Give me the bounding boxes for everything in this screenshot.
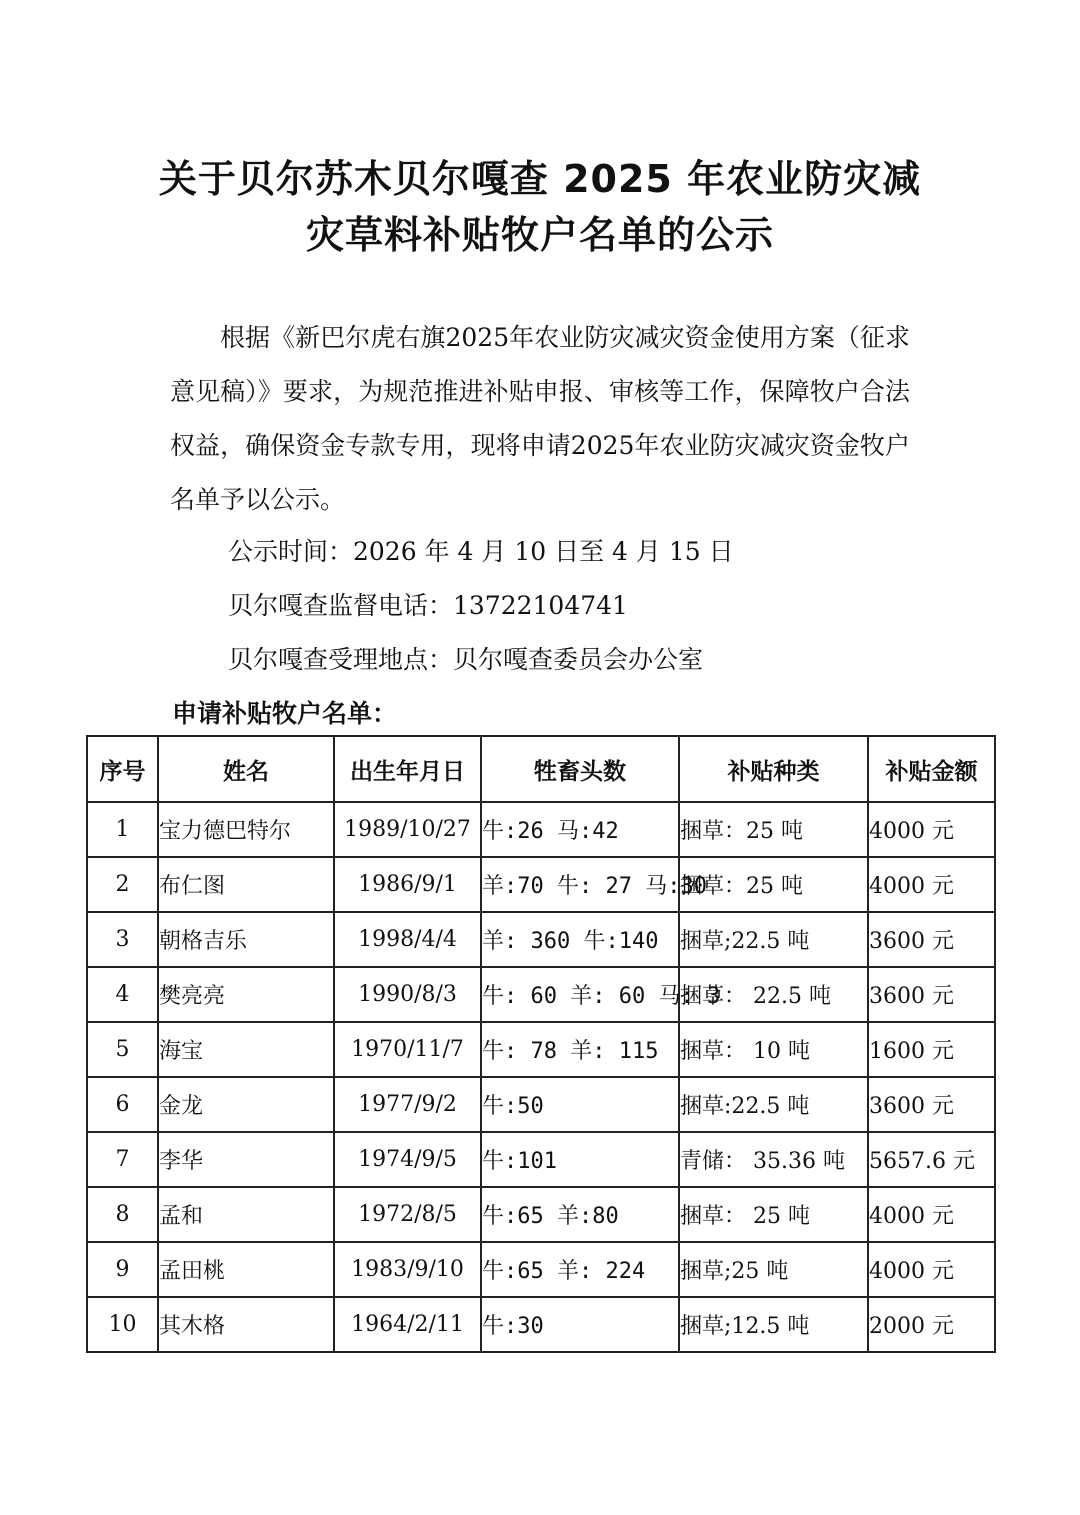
cell-livestock: 牛: 60 羊: 60 马: 3 xyxy=(481,967,679,1022)
cell-name: 布仁图 xyxy=(158,857,334,912)
cell-livestock: 牛: 78 羊: 115 xyxy=(481,1022,679,1077)
cell-index: 4 xyxy=(87,967,158,1022)
cell-livestock: 羊: 360 牛:140 xyxy=(481,912,679,967)
cell-subsidy-type: 捆草;22.5 吨 xyxy=(679,912,868,967)
cell-birth-date: 1977/9/2 xyxy=(334,1077,481,1132)
table-row xyxy=(87,1132,995,1187)
acceptance-location: 贝尔嘎查受理地点：贝尔嘎查委员会办公室 xyxy=(228,645,704,674)
subsidy-roster-table xyxy=(86,735,996,1353)
cell-subsidy-amount: 4000 元 xyxy=(868,1187,995,1242)
cell-subsidy-amount: 3600 元 xyxy=(868,1077,995,1132)
cell-birth-date: 1990/8/3 xyxy=(334,967,481,1022)
cell-subsidy-type: 青储： 35.36 吨 xyxy=(679,1132,868,1187)
cell-livestock: 牛:101 xyxy=(481,1132,679,1187)
cell-index: 10 xyxy=(87,1297,158,1352)
table-row xyxy=(87,1077,995,1132)
document-title-line-1: 关于贝尔苏木贝尔嘎查 2025 年农业防灾减 xyxy=(158,157,922,201)
cell-subsidy-amount: 4000 元 xyxy=(868,857,995,912)
cell-birth-date: 1964/2/11 xyxy=(334,1297,481,1352)
intro-paragraph: 根据《新巴尔虎右旗2025年农业防灾减灾资金使用方案（征求意见稿）》要求，为规范推进补贴申报、审核等工作，保障牧户合法权益，确保资金专款专用，现将申请2025年农业防灾减灾资金牧户名单予以公示。 xyxy=(170,323,910,514)
cell-livestock: 牛:65 羊: 224 xyxy=(481,1242,679,1297)
cell-name: 金龙 xyxy=(158,1077,334,1132)
cell-name: 其木格 xyxy=(158,1297,334,1352)
cell-subsidy-type: 捆草：25 吨 xyxy=(679,857,868,912)
cell-subsidy-amount: 2000 元 xyxy=(868,1297,995,1352)
cell-birth-date: 1972/8/5 xyxy=(334,1187,481,1242)
cell-birth-date: 1983/9/10 xyxy=(334,1242,481,1297)
cell-name: 海宝 xyxy=(158,1022,334,1077)
cell-name: 朝格吉乐 xyxy=(158,912,334,967)
list-heading: 申请补贴牧户名单： xyxy=(172,699,398,728)
cell-subsidy-amount: 4000 元 xyxy=(868,802,995,857)
cell-subsidy-amount: 3600 元 xyxy=(868,912,995,967)
table-row xyxy=(87,857,995,912)
cell-name: 李华 xyxy=(158,1132,334,1187)
cell-subsidy-type: 捆草： 10 吨 xyxy=(679,1022,868,1077)
cell-birth-date: 1970/11/7 xyxy=(334,1022,481,1077)
table-header-row xyxy=(87,736,995,802)
intro-section xyxy=(170,311,910,527)
supervision-phone: 贝尔嘎查监督电话：13722104741 xyxy=(228,591,628,620)
cell-birth-date: 1998/4/4 xyxy=(334,912,481,967)
table-row xyxy=(87,1242,995,1297)
cell-birth-date: 1986/9/1 xyxy=(334,857,481,912)
cell-index: 3 xyxy=(87,912,158,967)
cell-birth-date: 1974/9/5 xyxy=(334,1132,481,1187)
cell-subsidy-type: 捆草：25 吨 xyxy=(679,802,868,857)
cell-index: 2 xyxy=(87,857,158,912)
cell-index: 5 xyxy=(87,1022,158,1077)
cell-subsidy-amount: 5657.6 元 xyxy=(868,1132,995,1187)
publicity-period: 公示时间：2026 年 4 月 10 日至 4 月 15 日 xyxy=(228,537,734,566)
table-row xyxy=(87,1022,995,1077)
table-row xyxy=(87,1187,995,1242)
cell-livestock: 羊:70 牛: 27 马:30 xyxy=(481,857,679,912)
table-row xyxy=(87,912,995,967)
header-name: 姓名 xyxy=(158,736,334,802)
cell-index: 8 xyxy=(87,1187,158,1242)
cell-index: 7 xyxy=(87,1132,158,1187)
cell-subsidy-type: 捆草： 22.5 吨 xyxy=(679,967,868,1022)
header-subsidy-amount: 补贴金额 xyxy=(868,736,995,802)
table-row xyxy=(87,967,995,1022)
cell-livestock: 牛:50 xyxy=(481,1077,679,1132)
cell-subsidy-type: 捆草;12.5 吨 xyxy=(679,1297,868,1352)
cell-livestock: 牛:65 羊:80 xyxy=(481,1187,679,1242)
cell-subsidy-amount: 1600 元 xyxy=(868,1022,995,1077)
table-body xyxy=(87,802,995,1352)
table-row xyxy=(87,1297,995,1352)
cell-subsidy-type: 捆草:22.5 吨 xyxy=(679,1077,868,1132)
cell-index: 9 xyxy=(87,1242,158,1297)
cell-index: 6 xyxy=(87,1077,158,1132)
cell-subsidy-type: 捆草;25 吨 xyxy=(679,1242,868,1297)
header-subsidy-type: 补贴种类 xyxy=(679,736,868,802)
cell-birth-date: 1989/10/27 xyxy=(334,802,481,857)
cell-subsidy-amount: 3600 元 xyxy=(868,967,995,1022)
cell-name: 樊亮亮 xyxy=(158,967,334,1022)
header-birth-date: 出生年月日 xyxy=(334,736,481,802)
header-livestock: 牲畜头数 xyxy=(481,736,679,802)
cell-livestock: 牛:26 马:42 xyxy=(481,802,679,857)
cell-subsidy-amount: 4000 元 xyxy=(868,1242,995,1297)
cell-livestock: 牛:30 xyxy=(481,1297,679,1352)
table-row xyxy=(87,802,995,857)
cell-name: 宝力德巴特尔 xyxy=(158,802,334,857)
cell-name: 孟田桃 xyxy=(158,1242,334,1297)
cell-name: 孟和 xyxy=(158,1187,334,1242)
cell-index: 1 xyxy=(87,802,158,857)
cell-subsidy-type: 捆草： 25 吨 xyxy=(679,1187,868,1242)
document-title-line-2: 灾草料补贴牧户名单的公示 xyxy=(305,213,774,257)
header-index: 序号 xyxy=(87,736,158,802)
